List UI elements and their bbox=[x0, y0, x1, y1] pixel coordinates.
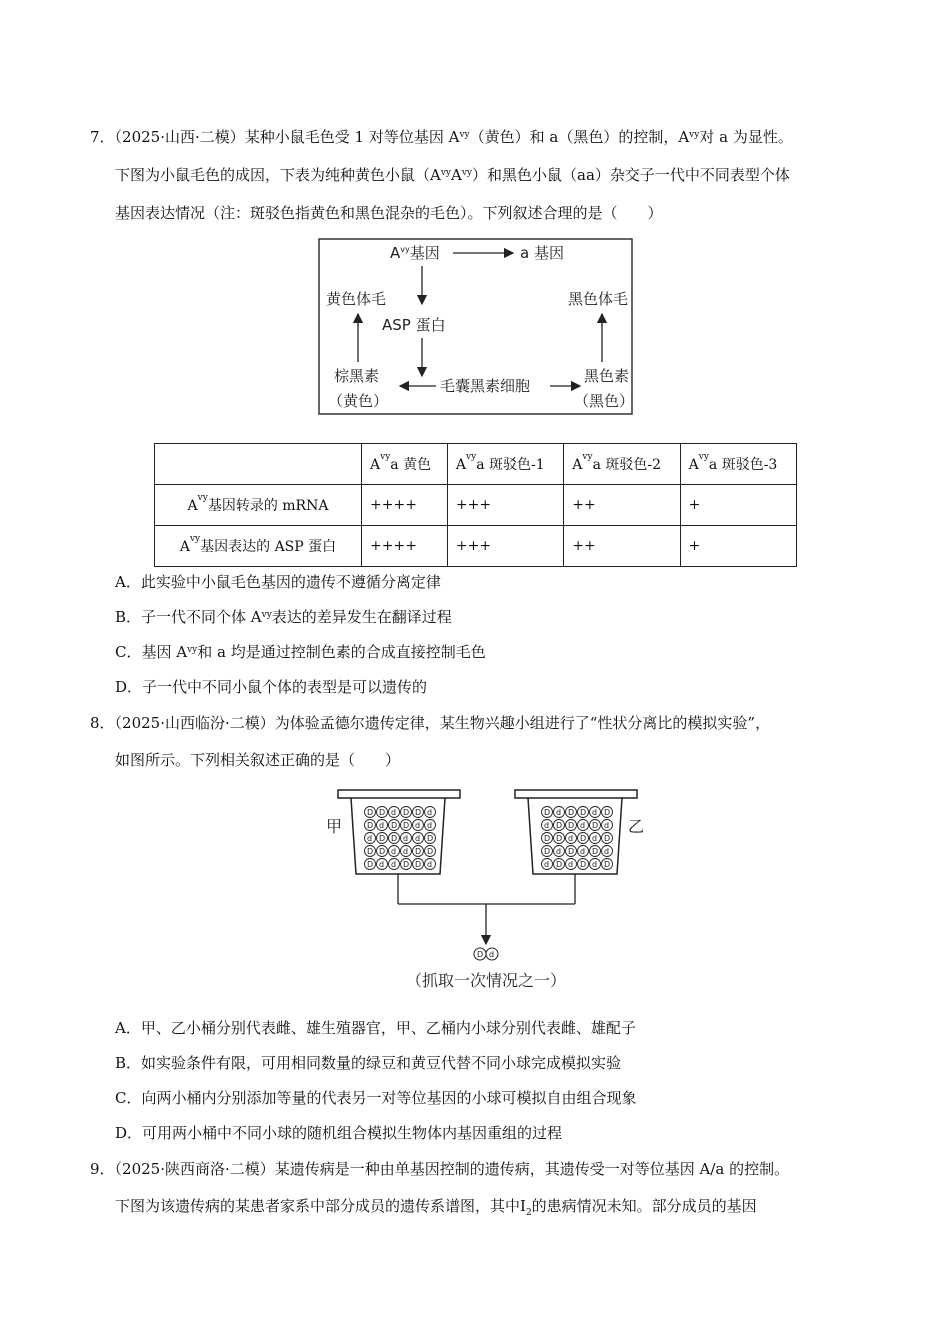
coat-color-diagram bbox=[318, 238, 634, 416]
ball-letter: D bbox=[568, 821, 575, 830]
table-cell: +++ bbox=[447, 485, 563, 526]
table-row bbox=[155, 526, 797, 567]
avy-gene-label: 基因 bbox=[409, 244, 440, 262]
table-cell: ++ bbox=[564, 485, 680, 526]
ball-letter: d bbox=[427, 808, 433, 817]
table-row bbox=[155, 485, 797, 526]
ball-letter: d bbox=[427, 860, 433, 869]
svg-text:Avy基因: $A^{vy}$基因 bbox=[390, 244, 440, 262]
row-label: $A^{vy}$基因转录的 mRNA bbox=[155, 485, 362, 526]
table-header-cell: $A^{vy}a$ 斑驳色-1 bbox=[447, 444, 563, 485]
ball-letter: D bbox=[391, 821, 398, 830]
ball-letter: D bbox=[367, 808, 374, 817]
ball-letter: d bbox=[592, 834, 598, 843]
yellow-paren-label: （黄色） bbox=[328, 392, 389, 410]
q7-option-d: D．子一代中不同小鼠个体的表型是可以遗传的 bbox=[115, 678, 428, 696]
q7-option-c: C．基因 $A^{vy}$和 a 均是通过控制色素的合成直接控制毛色 bbox=[115, 643, 486, 661]
q9-line1: 9．（2025·陕西商洛·二模）某遗传病是一种由单基因控制的遗传病，其遗传受一对等位基因 A/a 的控制。 bbox=[90, 1160, 790, 1178]
table-header-cell: $A^{vy}a$ 黄色 bbox=[362, 444, 448, 485]
ball-letter: D bbox=[367, 821, 374, 830]
yellow-hair-label: 黄色体毛 bbox=[326, 290, 387, 308]
bucket-left-label: 甲 bbox=[326, 817, 343, 836]
black-paren-label: （黑色） bbox=[574, 392, 634, 410]
ball-letter: d bbox=[391, 808, 397, 817]
bucket-diagram bbox=[320, 782, 650, 994]
a-gene-label: a 基因 bbox=[520, 244, 564, 262]
q8-line2: 如图所示。下列相关叙述正确的是（ ） bbox=[115, 751, 401, 769]
ball-letter: d bbox=[391, 847, 397, 856]
black-pigment-label: 黑色素 bbox=[584, 367, 630, 385]
ball-letter: D bbox=[556, 821, 563, 830]
ball-letter: D bbox=[604, 860, 611, 869]
ball-letter: d bbox=[427, 821, 433, 830]
ball-letter: D bbox=[367, 860, 374, 869]
ball-letter: D bbox=[379, 847, 386, 856]
ball-letter: d bbox=[592, 860, 598, 869]
ball-letter: D bbox=[604, 808, 611, 817]
ball-letter: d bbox=[580, 847, 586, 856]
ball-letter: d bbox=[403, 834, 409, 843]
q8-option-b: B．如实验条件有限，可用相同数量的绿豆和黄豆代替不同小球完成模拟实验 bbox=[115, 1054, 622, 1072]
q7-option-b: B．子一代不同个体 $A^{vy}$表达的差异发生在翻译过程 bbox=[115, 608, 452, 626]
ball-letter: D bbox=[391, 834, 398, 843]
bucket-right-label: 乙 bbox=[628, 817, 645, 836]
table-header-cell: $A^{vy}a$ 斑驳色-3 bbox=[680, 444, 796, 485]
ball-letter: D bbox=[544, 808, 551, 817]
svg-text:D: D bbox=[477, 950, 484, 959]
ball-letter: D bbox=[379, 808, 386, 817]
ball-letter: d bbox=[544, 860, 550, 869]
ball-letter: D bbox=[427, 847, 434, 856]
ball-letter: d bbox=[580, 821, 586, 830]
brown-pigment-label: 棕黑素 bbox=[334, 367, 380, 385]
caption: （抓取一次情况之一） bbox=[406, 971, 567, 990]
ball-letter: D bbox=[415, 808, 422, 817]
ball-letter: D bbox=[580, 834, 587, 843]
ball-letter: d bbox=[544, 821, 550, 830]
q9-number: 9． bbox=[90, 1160, 115, 1178]
ball-letter: d bbox=[568, 860, 574, 869]
drawn-pair bbox=[474, 948, 498, 960]
q7-line3: 基因表达情况（注：斑驳色指黄色和黑色混杂的毛色）。下列叙述合理的是（ ） bbox=[115, 204, 663, 222]
q8-option-a: A．甲、乙小桶分别代表雌、雄生殖器官，甲、乙桶内小球分别代表雌、雄配子 bbox=[115, 1019, 636, 1037]
black-hair-label: 黑色体毛 bbox=[568, 290, 629, 308]
ball-letter: d bbox=[379, 821, 385, 830]
ball-letter: d bbox=[592, 808, 598, 817]
ball-letter: d bbox=[604, 847, 610, 856]
ball-letter: D bbox=[580, 860, 587, 869]
table-row bbox=[155, 444, 797, 485]
table-cell: ++++ bbox=[362, 485, 448, 526]
ball-letter: d bbox=[556, 808, 562, 817]
ball-letter: d bbox=[604, 821, 610, 830]
ball-letter: D bbox=[592, 821, 599, 830]
ball-letter: D bbox=[403, 821, 410, 830]
ball-letter: D bbox=[556, 860, 563, 869]
ball-letter: d bbox=[556, 847, 562, 856]
ball-letter: D bbox=[379, 834, 386, 843]
gene-expression-table bbox=[154, 443, 797, 567]
ball-letter: D bbox=[580, 808, 587, 817]
ball-letter: D bbox=[415, 847, 422, 856]
table-cell: ++ bbox=[564, 526, 680, 567]
q8-option-d: D．可用两小桶中不同小球的随机组合模拟生物体内基因重组的过程 bbox=[115, 1124, 563, 1142]
q8-option-c: C．向两小桶内分别添加等量的代表另一对等位基因的小球可模拟自由组合现象 bbox=[115, 1089, 637, 1107]
ball-letter: D bbox=[367, 847, 374, 856]
ball-letter: D bbox=[544, 834, 551, 843]
table-cell: +++ bbox=[447, 526, 563, 567]
table-cell: ++++ bbox=[362, 526, 448, 567]
svg-text:d: d bbox=[489, 950, 495, 959]
ball-letter: D bbox=[556, 834, 563, 843]
follicle-label: 毛囊黑素细胞 bbox=[440, 377, 531, 395]
ball-letter: d bbox=[403, 847, 409, 856]
asp-label: ASP 蛋白 bbox=[382, 316, 446, 334]
q7-option-a: A．此实验中小鼠毛色基因的遗传不遵循分离定律 bbox=[115, 573, 441, 591]
q8-number: 8． bbox=[90, 714, 115, 732]
ball-letter: d bbox=[367, 834, 373, 843]
q7-number: 7． bbox=[90, 128, 115, 146]
ball-letter: D bbox=[544, 847, 551, 856]
table-header-cell: $A^{vy}a$ 斑驳色-2 bbox=[564, 444, 680, 485]
ball-letter: D bbox=[403, 860, 410, 869]
table-cell: + bbox=[680, 526, 796, 567]
ball-letter: D bbox=[427, 834, 434, 843]
ball-letter: d bbox=[415, 834, 421, 843]
ball-letter: D bbox=[415, 860, 422, 869]
q8-line1: 8．（2025·山西临汾·二模）为体验孟德尔遗传定律，某生物兴趣小组进行了“性状分离比的模拟实验”， bbox=[90, 714, 771, 732]
ball-letter: d bbox=[568, 834, 574, 843]
table-header-cell bbox=[155, 444, 362, 485]
ball-letter: d bbox=[391, 860, 397, 869]
ball-letter: D bbox=[592, 847, 599, 856]
ball-letter: d bbox=[379, 860, 385, 869]
ball-letter: D bbox=[568, 808, 575, 817]
q7-line1: 7．（2025·山西·二模）某种小鼠毛色受 1 对等位基因 $A^{vy}$（黄色）和 a（黑色）的控制，$A^{vy}$对 a 为显性。 bbox=[90, 128, 793, 146]
q7-line2: 下图为小鼠毛色的成因，下表为纯种黄色小鼠$(A^{vy}A^{vy})$和黑色小鼠（aa）杂交子一代中不同表型个体 bbox=[115, 166, 790, 184]
ball-letter: d bbox=[415, 821, 421, 830]
ball-letter: D bbox=[604, 834, 611, 843]
row-label: $A^{vy}$基因表达的 ASP 蛋白 bbox=[155, 526, 362, 567]
table-cell: + bbox=[680, 485, 796, 526]
ball-letter: D bbox=[568, 847, 575, 856]
q9-line2: 下图为该遗传病的某患者家系中部分成员的遗传系谱图，其中$Ⅰ_2$的患病情况未知。部分成员的基因 bbox=[115, 1197, 757, 1218]
ball-letter: D bbox=[403, 808, 410, 817]
